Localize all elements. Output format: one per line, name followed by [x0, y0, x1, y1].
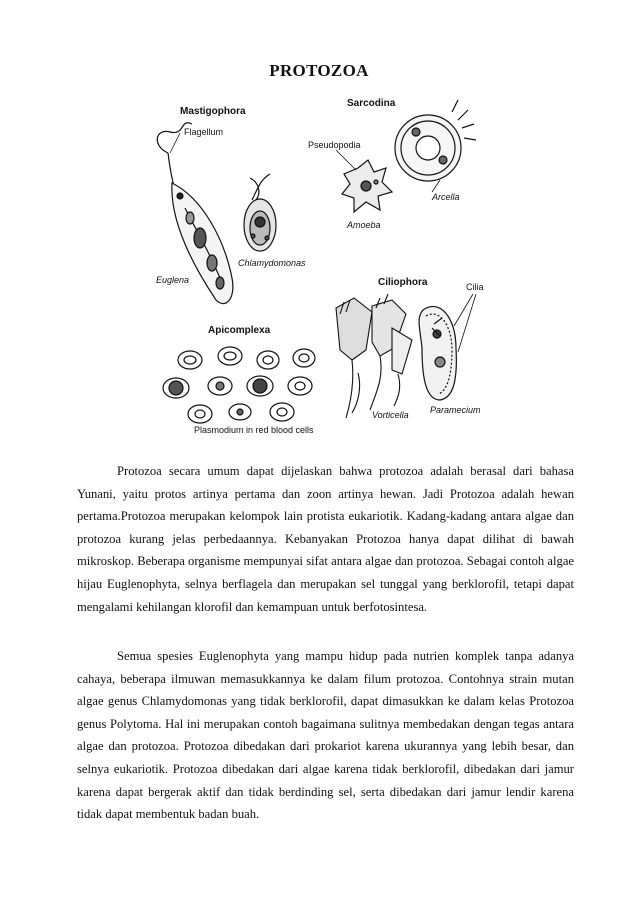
paragraph-2-text: Semua spesies Euglenophyta yang mampu hidup pada nutrien komplek tanpa adanya cahaya, beberapa ilmuwan memasukkannya ke dalam filum protozoa. Contohnya strain mutan algae genus Chlamydomonas yang tidak berklorofil, dapat dimasukkan ke dalam kelas Protozoa genus Polytoma. Hal ini merupakan contoh bagaimana sulitnya membedakan dengan tegas antara algae dan protozoa. Protozoa dibedakan dari prokariot karena ukurannya yang lebih besar, dan selnya eukariotik. Protozoa dibedakan dari algae karena tidak berklorofil, dibedakan dari jamur karena dapat bergerak aktif dan tidak berdinding sel, serta dibedakan dari jamur lendir karena tidak dapat membentuk badan buah.: [77, 649, 574, 822]
paragraph-1-text: Protozoa secara umum dapat dijelaskan bahwa protozoa adalah berasal dari bahasa Yunani, yaitu protos artinya pertama dan zoon artinya hewan. Jadi Protozoa adalah hewan pertama.Protozoa merupakan kelompok lain protista eukariotik. Kadang-kadang antara algae dan protozoa kurang jelas perbedaannya. Kebanyakan Protozoa hanya dapat dilihat di bawah mikroskop. Beberapa organisme mempunyai sifat antara algae dan protozoa. Sebagai contoh algae hijau Euglenophyta, selnya berflagela dan merupakan sel tunggal yang berklorofil, tetapi dapat mengalami kehilangan klorofil dan kemampuan untuk berfotosintesa.: [77, 464, 574, 614]
group-title-sarcodina: Sarcodina: [347, 98, 396, 109]
label-arcella: Arcella: [432, 192, 460, 202]
label-vorticella: Vorticella: [372, 410, 409, 420]
group-title-ciliophora: Ciliophora: [378, 277, 428, 288]
label-euglena: Euglena: [156, 275, 190, 285]
label-chlamydomonas: Chlamydomonas: [238, 258, 306, 268]
amoeba-drawing: [342, 160, 392, 212]
group-title-mastigophora: Mastigophora: [180, 106, 246, 117]
label-pseudopodia: Pseudopodia: [308, 140, 361, 150]
label-plasmodium: Plasmodium in red blood cells: [194, 425, 314, 435]
vorticella-drawing: [336, 294, 412, 418]
label-amoeba: Amoeba: [347, 220, 381, 230]
plasmodium-drawing: [163, 347, 315, 423]
protozoa-illustration: [140, 88, 500, 440]
label-flagellum: Flagellum: [184, 127, 224, 137]
chlamydomonas-drawing: [244, 174, 276, 251]
paramecium-drawing: [419, 306, 456, 400]
paragraph-1: [77, 460, 574, 618]
label-cilia: Cilia: [466, 282, 484, 292]
paragraph-2: [77, 645, 574, 826]
arcella-drawing: [395, 100, 476, 181]
group-title-apicomplexa: Apicomplexa: [208, 325, 271, 336]
page-title: PROTOZOA: [269, 61, 369, 80]
label-paramecium: Paramecium: [430, 405, 481, 415]
